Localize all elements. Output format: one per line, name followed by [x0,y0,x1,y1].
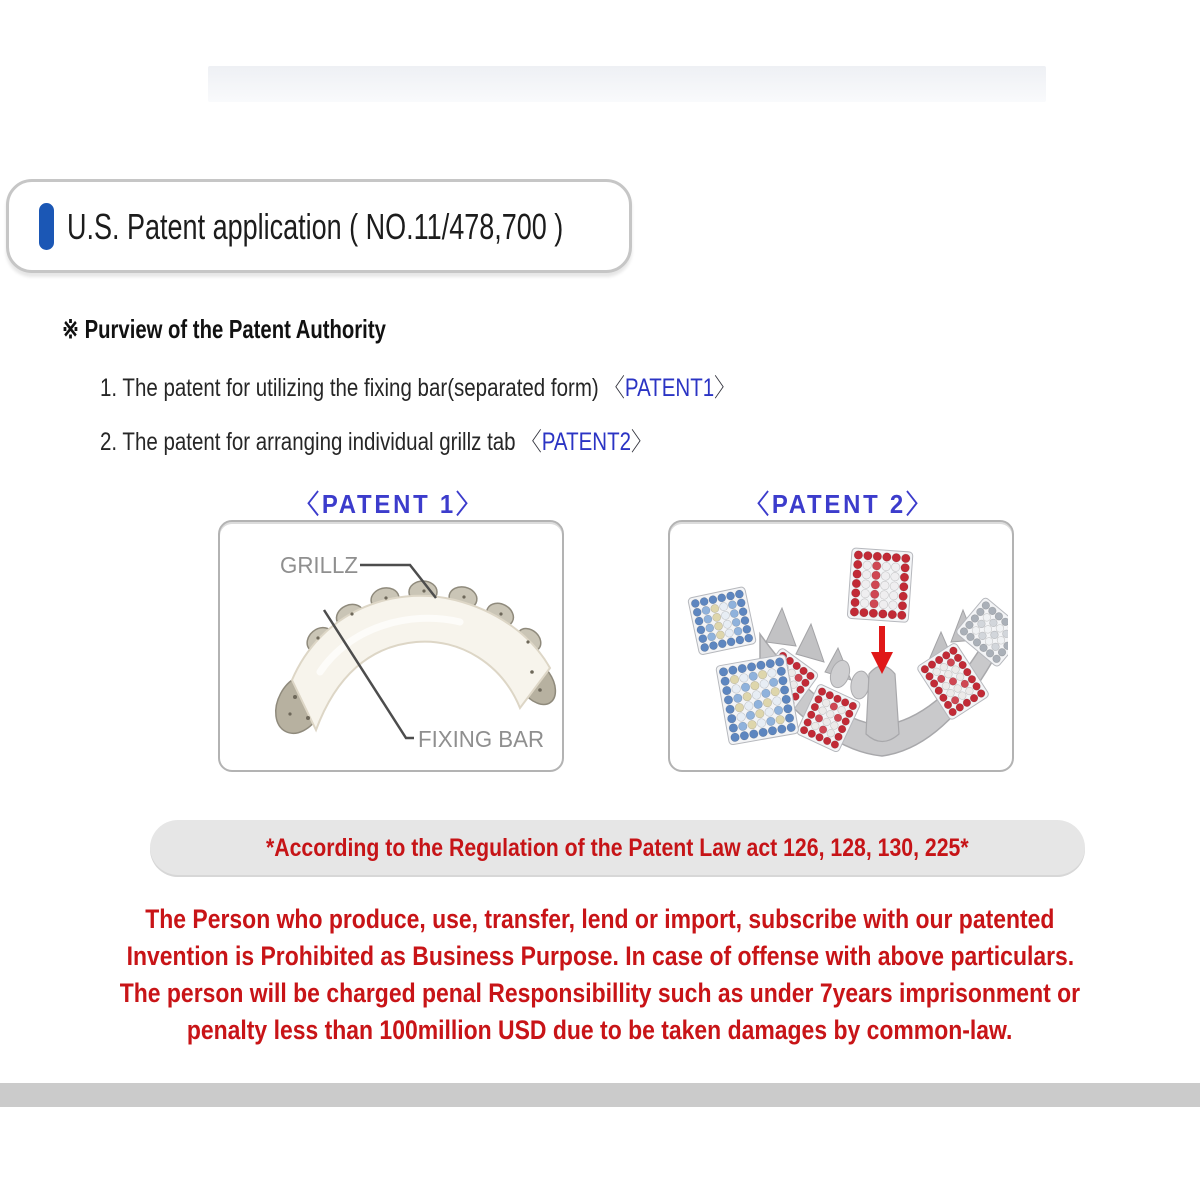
patent-application-header [6,179,632,273]
regulation-text: *According to the Regulation of the Patent Law act 126, 128, 130, 225* [266,834,969,862]
grillz-illustration [220,522,558,766]
grillz-tabs-illustration [670,522,1008,766]
top-decorative-strip [208,66,1046,102]
blue-grillz-tab-large [716,654,799,745]
warning-paragraph [0,901,1200,1049]
patent-list-item-1 [100,368,735,404]
warning-line-3: The person will be charged penal Responsibillity such as under 7years imprisonment or [119,978,1081,1008]
patent-list-item-2-text: 2. The patent for arranging individual grillz tab [100,428,522,456]
header-title: U.S. Patent application ( NO.11/478,700 ) [67,206,564,247]
patent1-figure [218,520,564,772]
down-arrow-icon [871,626,893,674]
patent1-caption: 〈PATENT 1〉 [295,489,483,519]
regulation-banner [150,820,1085,877]
patent-list-item-2 [100,422,652,458]
blue-grillz-tab-small [688,586,757,655]
warning-line-1: The Person who produce, use, transfer, lend or import, subscribe with our patented [145,904,1055,934]
bottom-divider-bar [0,1083,1200,1107]
warning-line-2: Invention is Prohibited as Business Purpose. In case of offense with above particulars. [126,941,1074,971]
header-accent-bar [39,203,54,250]
grillz-label: GRILLZ [280,552,358,578]
red-grillz-tab [847,548,913,623]
patent1-link[interactable]: 〈PATENT1〉 [604,374,735,402]
patent2-link[interactable]: 〈PATENT2〉 [521,428,652,456]
patent-list-item-1-text: 1. The patent for utilizing the fixing bar(separated form) [100,374,605,402]
fixing-bar-label: FIXING BAR [418,726,544,752]
purview-heading: ※ Purview of the Patent Authority [62,314,386,344]
warning-line-4: penalty less than 100million USD due to be taken damages by common-law. [187,1015,1013,1045]
patent2-caption: 〈PATENT 2〉 [745,489,933,519]
patent2-figure [668,520,1014,772]
bare-tooth [866,666,899,742]
